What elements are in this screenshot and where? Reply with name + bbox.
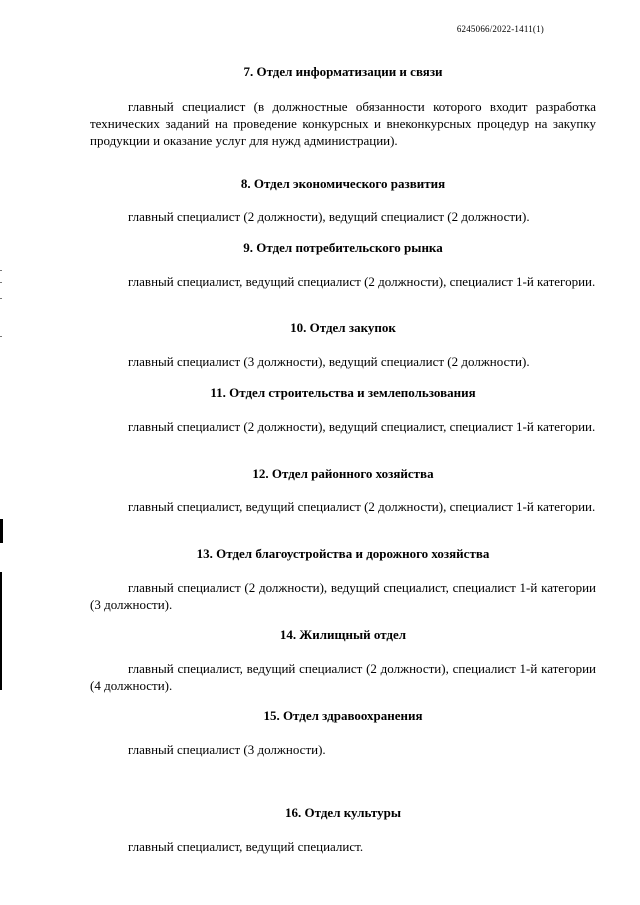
section-title: 13. Отдел благоустройства и дорожного хозяйства: [196, 546, 490, 561]
section-title: 8. Отдел экономического развития: [240, 176, 446, 191]
section-title: 14. Жилищный отдел: [279, 627, 407, 642]
section-title: 16. Отдел культуры: [285, 805, 401, 820]
section-14: [90, 627, 596, 694]
scan-edge-bar: [0, 572, 2, 690]
document-id: 6245066/2022-1411(1): [456, 24, 544, 34]
section-11: [90, 385, 596, 435]
section-16: [90, 805, 596, 855]
section-title: 11. Отдел строительства и землепользования: [210, 385, 476, 400]
section-title: 9. Отдел потребительского рынка: [243, 240, 443, 255]
section-text: главный специалист, ведущий специалист (2 должности), специалист 1-й категории.: [128, 499, 596, 514]
scan-edge-bar: [0, 519, 3, 543]
scan-edge-mark: [0, 336, 2, 337]
section-9: [90, 240, 596, 290]
section-13: [90, 546, 596, 613]
section-12: [90, 466, 596, 515]
section-10: [90, 320, 596, 370]
section-title: 15. Отдел здравоохранения: [263, 708, 423, 723]
section-text: главный специалист (2 должности), ведущий специалист, специалист 1-й категории (3 должности).: [90, 580, 596, 612]
section-15: [90, 708, 596, 758]
scan-edge-mark: [0, 298, 2, 299]
section-8: [90, 176, 596, 225]
section-title: 7. Отдел информатизации и связи: [243, 64, 443, 79]
section-text: главный специалист (2 должности), ведущий специалист (2 должности).: [128, 209, 530, 224]
section-7: [90, 64, 596, 149]
section-text: главный специалист (2 должности), ведущий специалист, специалист 1-й категории.: [128, 419, 596, 434]
scan-edge-mark: [0, 270, 2, 271]
section-text: главный специалист (3 должности).: [128, 742, 326, 757]
section-text: главный специалист, ведущий специалист.: [128, 839, 364, 854]
section-title: 10. Отдел закупок: [290, 320, 396, 335]
scan-edge-mark: [0, 282, 2, 283]
section-text: главный специалист (3 должности), ведущий специалист (2 должности).: [128, 354, 530, 369]
section-text: главный специалист, ведущий специалист (2 должности), специалист 1-й категории (4 должности).: [90, 661, 596, 693]
section-title: 12. Отдел районного хозяйства: [252, 466, 434, 481]
section-text: главный специалист (в должностные обязанности которого входит разработка технических заданий на проведение конкурсных и внеконкурсных процедур на закупку продукции и оказание услуг для нужд администрации).: [90, 99, 596, 148]
section-text: главный специалист, ведущий специалист (2 должности), специалист 1-й категории.: [128, 274, 596, 289]
